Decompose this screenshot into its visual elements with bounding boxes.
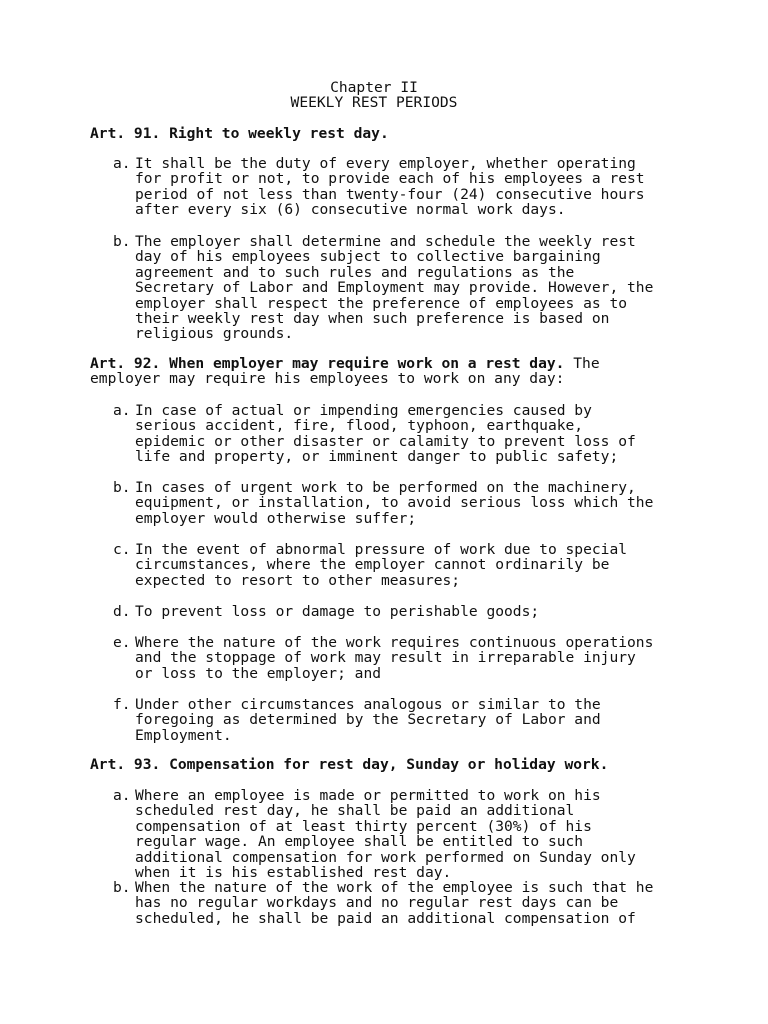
item-line: Under other circumstances analogous or similar to the — [135, 696, 601, 713]
item-line: Employment. — [135, 726, 232, 744]
item-letter: b. — [113, 879, 131, 896]
item-text — [135, 635, 653, 681]
item-line: equipment, or installation, to avoid serious loss which the — [135, 494, 654, 512]
item-line: or loss to the employer; and — [135, 664, 382, 682]
article-title: Art. 93. Compensation for rest day, Sunday or holiday work. — [90, 756, 609, 773]
item-letter: b. — [113, 479, 131, 496]
item-line: for profit or not, to provide each of his employees a rest — [135, 170, 645, 188]
item-line: after every six (6) consecutive normal work days. — [135, 201, 566, 219]
item-line: day of his employees subject to collective bargaining — [135, 248, 601, 266]
item-text — [135, 604, 539, 619]
article-93-heading — [90, 757, 690, 772]
item-line: life and property, or imminent danger to public safety; — [135, 448, 619, 466]
item-letter: b. — [113, 233, 131, 250]
item-text — [135, 697, 601, 743]
item-line: It shall be the duty of every employer, whether operating — [135, 155, 636, 172]
article-title: Art. 91. Right to weekly rest day. — [90, 125, 389, 142]
item-text — [135, 403, 636, 465]
item-line: scheduled rest day, he shall be paid an additional — [135, 802, 575, 820]
chapter-number: Chapter II — [330, 79, 418, 96]
item-line: and the stoppage of work may result in irreparable injury — [135, 649, 636, 667]
item-line: compensation of at least thirty percent (30%) of his — [135, 817, 592, 835]
item-line: employer shall respect the preference of employees as to — [135, 294, 628, 312]
article-92-heading — [90, 356, 690, 387]
item-line: When the nature of the work of the employee is such that he — [135, 879, 654, 896]
item-line: The employer shall determine and schedule the weekly rest — [135, 233, 636, 250]
item-line: religious grounds. — [135, 325, 294, 343]
item-letter: a. — [113, 155, 131, 172]
item-line: employer would otherwise suffer; — [135, 509, 417, 527]
article-lead: employer may require his employees to work on any day: — [90, 370, 565, 388]
chapter-title: WEEKLY REST PERIODS — [290, 94, 458, 112]
item-line: Secretary of Labor and Employment may provide. However, the — [135, 279, 654, 297]
article-91-heading — [90, 126, 690, 141]
item-text — [135, 480, 653, 526]
item-line: their weekly rest day when such preference is based on — [135, 309, 610, 327]
item-line: In the event of abnormal pressure of work due to special — [135, 541, 628, 558]
item-text — [135, 542, 627, 588]
item-line: circumstances, where the employer cannot ordinarily be — [135, 556, 610, 574]
article-lead-inline: The — [564, 355, 600, 372]
item-letter: a. — [113, 402, 131, 419]
item-line: scheduled, he shall be paid an additional compensation of — [135, 909, 636, 927]
item-text — [135, 880, 653, 926]
item-line: Where an employee is made or permitted to work on his — [135, 787, 601, 804]
item-letter: f. — [113, 696, 131, 713]
item-line: foregoing as determined by the Secretary of Labor and — [135, 711, 601, 729]
item-line: epidemic or other disaster or calamity to prevent loss of — [135, 432, 636, 450]
item-letter: c. — [113, 541, 131, 558]
item-line: agreement and to such rules and regulations as the — [135, 263, 575, 281]
item-line: serious accident, fire, flood, typhoon, earthquake, — [135, 417, 584, 435]
item-line: In case of actual or impending emergencies caused by — [135, 402, 592, 419]
item-line: when it is his established rest day. — [135, 863, 452, 881]
item-line: To prevent loss or damage to perishable goods; — [135, 603, 540, 620]
item-line: period of not less than twenty-four (24) consecutive hours — [135, 185, 645, 203]
item-text — [135, 788, 636, 880]
item-line: Where the nature of the work requires continuous operations — [135, 634, 654, 651]
item-letter: a. — [113, 787, 131, 804]
item-line: In cases of urgent work to be performed on the machinery, — [135, 479, 636, 496]
item-letter: e. — [113, 634, 131, 651]
item-line: expected to resort to other measures; — [135, 571, 461, 589]
item-text — [135, 234, 653, 342]
item-line: additional compensation for work performed on Sunday only — [135, 848, 636, 866]
chapter-heading — [0, 80, 768, 111]
item-line: has no regular workdays and no regular rest days can be — [135, 894, 619, 912]
item-letter: d. — [113, 603, 131, 620]
item-text — [135, 156, 645, 218]
article-title: Art. 92. When employer may require work on a rest day. — [90, 355, 565, 372]
item-line: regular wage. An employee shall be entitled to such — [135, 833, 584, 851]
